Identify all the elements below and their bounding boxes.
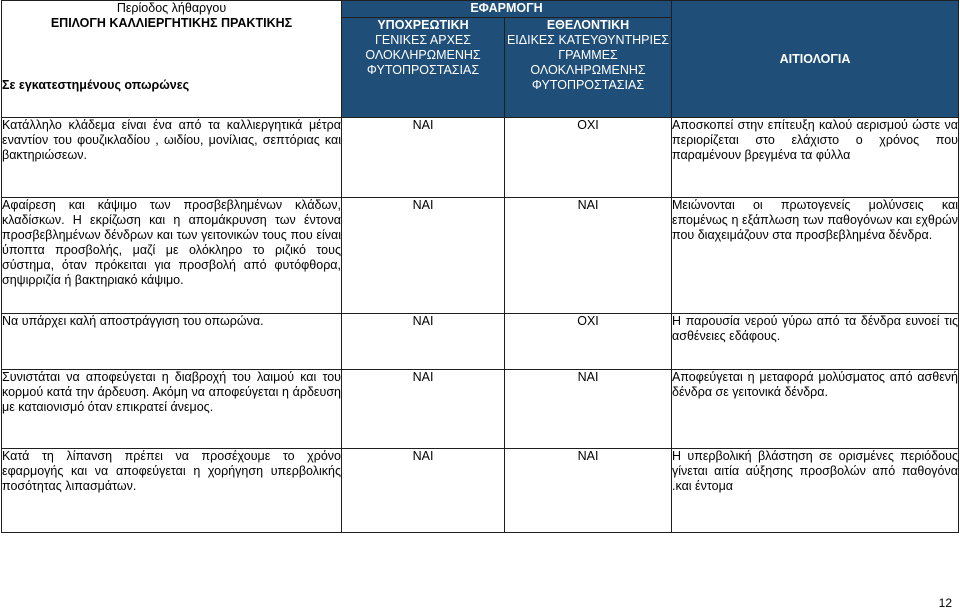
installed-section-title: Σε εγκατεστημένους οπωρώνες	[2, 78, 190, 92]
table-row	[2, 449, 959, 533]
practices-title: ΕΠΙΛΟΓΗ ΚΑΛΛΙΕΡΓΗΤΙΚΗΣ ΠΡΑΚΤΙΚΗΣ	[50, 16, 293, 30]
header-left-cell	[2, 1, 342, 118]
voluntary-cell: ΝΑΙ	[505, 198, 672, 314]
table-row	[2, 198, 959, 314]
practice-cell: Κατάλληλο κλάδεμα είναι ένα από τα καλλιεργητικά μέτρα εναντίον του φουζικλαδίου , ωιδίου, μονίλιας, σεπτόριας και βακτηριώσεων.	[2, 118, 342, 198]
practice-cell: Κατά τη λίπανση πρέπει να προσέχουμε το χρόνο εφαρμογής και να αποφεύγεται η χορήγηση υπερβολικής ποσότητας λιπασμάτων.	[2, 449, 342, 533]
practice-cell: Αφαίρεση και κάψιμο των προσβεβλημένων κλάδων, κλαδίσκων. Η εκρίζωση και η απομάκρυνση των έντονα προσβεβλημένων δένδρων και των γειτονικών τους που είναι ύποπτα προσβολής, μαζί με ολόκληρο το ριζικό τους σύστημα, όταν πρόκειται για προσβολή από φυτόφθορα, σηψιρριζία ή βακτηριακό κάψιμο.	[2, 198, 342, 314]
voluntary-line: ΓΡΑΜΜΕΣ	[558, 48, 618, 62]
mandatory-cell: ΝΑΙ	[342, 449, 505, 533]
mandatory-cell: ΝΑΙ	[342, 118, 505, 198]
voluntary-line: ΟΛΟΚΛΗΡΩΜΕΝΗΣ	[530, 63, 646, 77]
reason-cell: Η υπερβολική βλάστηση σε ορισμένες περιόδους γίνεται αιτία αύξησης προσβολών από παθογόνα .και έντομα	[672, 449, 959, 533]
table-row	[2, 118, 959, 198]
mandatory-line: ΟΛΟΚΛΗΡΩΜΕΝΗΣ	[365, 48, 481, 62]
practice-cell: Συνιστάται να αποφεύγεται η διαβροχή του λαιμού και του κορμού κατά την άρδευση. Ακόμη να αποφεύγεται η άρδευση με καταιονισμό όταν επικρατεί άνεμος.	[2, 370, 342, 449]
voluntary-cell: ΟΧΙ	[505, 118, 672, 198]
voluntary-cell: ΝΑΙ	[505, 449, 672, 533]
mandatory-header	[342, 18, 505, 118]
application-header: ΕΦΑΡΜΟΓΗ	[342, 1, 672, 18]
mandatory-cell: ΝΑΙ	[342, 314, 505, 370]
reason-cell: Η παρουσία νερού γύρω από τα δένδρα ευνοεί τις ασθένειες εδάφους.	[672, 314, 959, 370]
voluntary-line: ΕΙΔΙΚΕΣ ΚΑΤΕΥΘΥΝΤΗΡΙΕΣ	[506, 33, 670, 47]
table-row	[2, 314, 959, 370]
reason-cell: Αποφεύγεται η μεταφορά μολύσματος από ασθενή δένδρα σε γειτονικά δένδρα.	[672, 370, 959, 449]
voluntary-cell: ΝΑΙ	[505, 370, 672, 449]
practices-table	[1, 0, 959, 533]
voluntary-line: ΦΥΤΟΠΡΟΣΤΑΣΙΑΣ	[531, 78, 645, 92]
mandatory-cell: ΝΑΙ	[342, 370, 505, 449]
voluntary-title: ΕΘΕΛΟΝΤΙΚΗ	[546, 18, 630, 32]
justification-header: ΑΙΤΙΟΛΟΓΙΑ	[672, 1, 959, 118]
reason-cell: Αποσκοπεί στην επίτευξη καλού αερισμού ώστε να περιορίζεται στο ελάχιστο ο χρόνος που παραμένουν βρεγμένα τα φύλλα	[672, 118, 959, 198]
mandatory-cell: ΝΑΙ	[342, 198, 505, 314]
mandatory-line: ΦΥΤΟΠΡΟΣΤΑΣΙΑΣ	[366, 63, 480, 77]
practice-cell: Να υπάρχει καλή αποστράγγιση του οπωρώνα.	[2, 314, 342, 370]
mandatory-title: ΥΠΟΧΡΕΩΤΙΚΗ	[377, 18, 469, 32]
mandatory-line: ΓΕΝΙΚΕΣ ΑΡΧΕΣ	[375, 33, 471, 47]
voluntary-cell: ΟΧΙ	[505, 314, 672, 370]
voluntary-header	[505, 18, 672, 118]
period-label: Περίοδος λήθαργου	[116, 1, 227, 15]
reason-cell: Μειώνονται οι πρωτογενείς μολύνσεις και επομένως η εξάπλωση των παθογόνων και εχθρών που διαχειμάζουν στα προσβεβλημένα δένδρα.	[672, 198, 959, 314]
page-number: 12	[938, 596, 952, 610]
table-row	[2, 370, 959, 449]
